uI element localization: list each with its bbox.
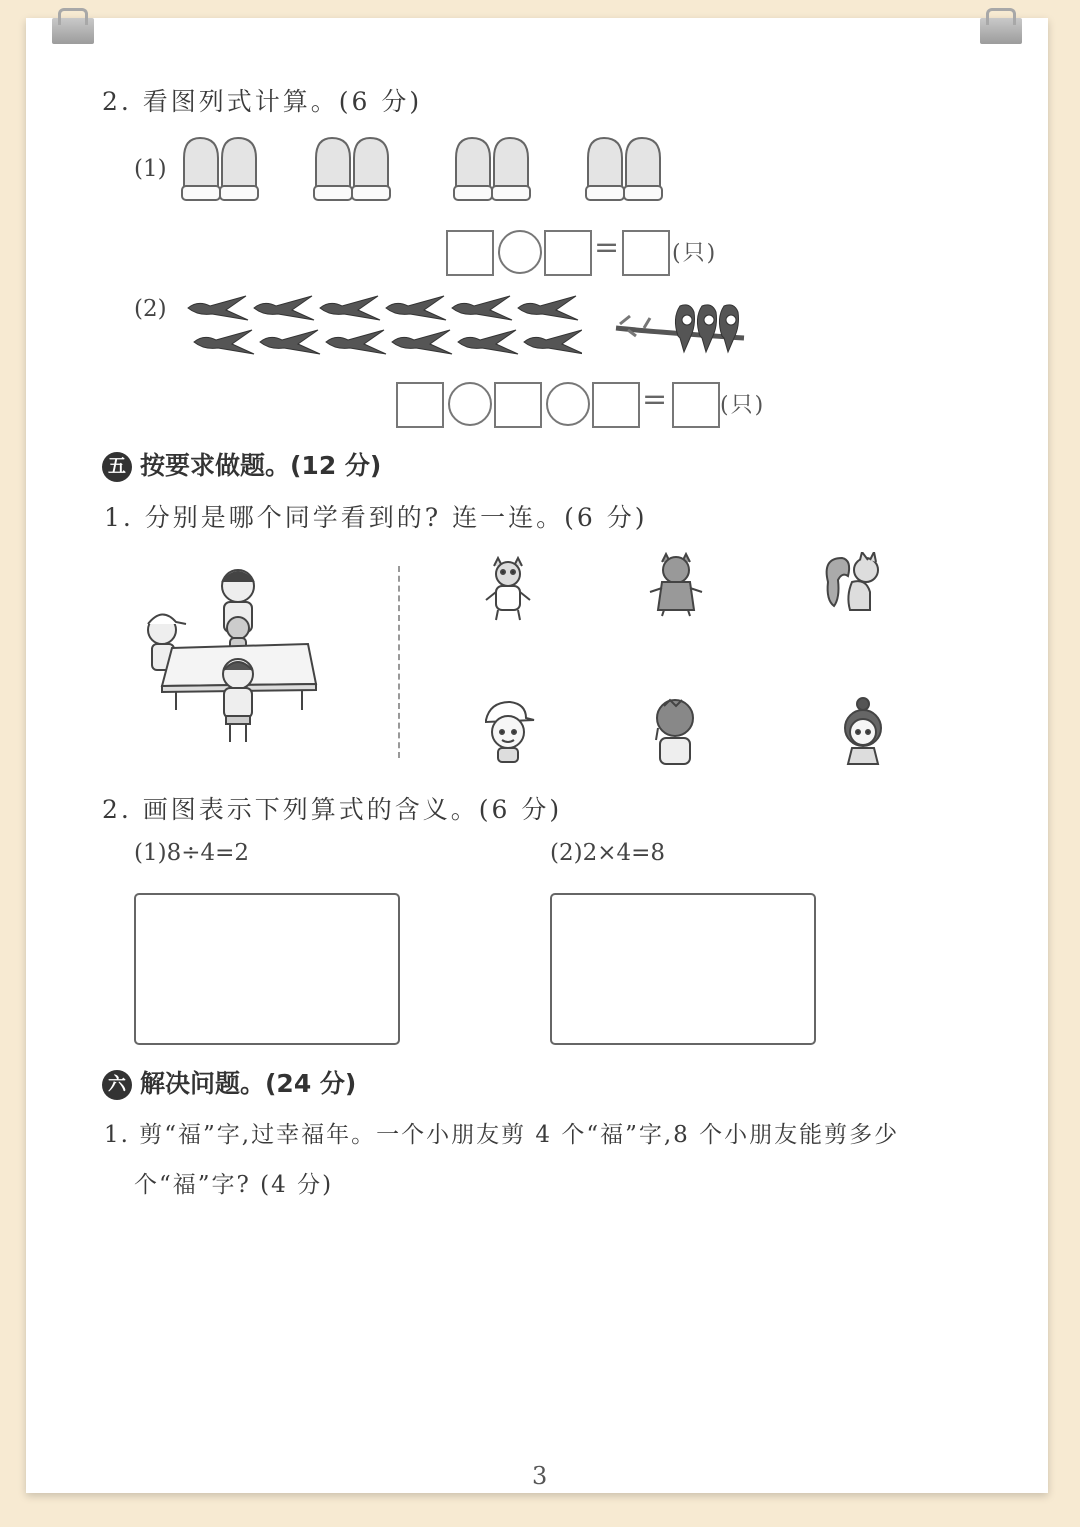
equals-sign-2: = — [642, 382, 668, 417]
swallows-on-branch-illustration — [614, 298, 750, 356]
answer-box-2a[interactable] — [396, 382, 444, 428]
mitten-pair-2 — [314, 138, 390, 200]
swallow — [320, 296, 380, 320]
perched-swallow — [697, 305, 716, 352]
section-5-question-1: 1. 分别是哪个同学看到的? 连一连。(6 分) — [104, 503, 648, 532]
section-6-question-1-line-1: 1. 剪“福”字,过幸福年。一个小朋友剪 4 个“福”字,8 个小朋友能剪多少 — [104, 1122, 900, 1148]
answer-box-2b[interactable] — [494, 382, 542, 428]
expression-1: (1)8÷4=2 — [134, 840, 250, 866]
operator-circle-1[interactable] — [498, 230, 542, 274]
answer-box-1b[interactable] — [544, 230, 592, 276]
squirrel-side-view[interactable] — [822, 552, 888, 618]
part-1-label: (1) — [134, 156, 167, 182]
section-6-badge: 六 — [102, 1070, 132, 1100]
perched-swallow — [719, 305, 738, 352]
drawing-area-1[interactable] — [134, 893, 400, 1045]
section-6-heading — [102, 1064, 356, 1100]
answer-box-2c[interactable] — [592, 382, 640, 428]
swallow — [194, 330, 254, 354]
swallow — [260, 330, 320, 354]
swallow — [524, 330, 582, 354]
swallow — [452, 296, 512, 320]
operator-circle-2b[interactable] — [546, 382, 590, 426]
drawing-area-2[interactable] — [550, 893, 816, 1045]
mitten-pair-1 — [182, 138, 258, 200]
unit-label-1: (只) — [672, 241, 718, 266]
swallow — [392, 330, 452, 354]
swallows-illustration — [186, 294, 582, 358]
girl-portrait[interactable] — [838, 696, 888, 766]
swallow — [188, 296, 248, 320]
answer-box-2-result[interactable] — [672, 382, 720, 428]
boy-back-portrait[interactable] — [650, 696, 700, 766]
swallow — [254, 296, 314, 320]
squirrel-back-view[interactable] — [648, 552, 704, 618]
binder-clip-right — [980, 18, 1022, 44]
binder-clip-left — [52, 18, 94, 44]
section-6-title: 解决问题。(24 分) — [140, 1069, 357, 1098]
perched-swallow — [675, 305, 694, 352]
dashed-divider — [398, 566, 400, 758]
page-number: 3 — [532, 1462, 548, 1490]
classroom-scene-illustration — [140, 566, 322, 746]
section-5-heading — [102, 446, 381, 482]
swallow — [518, 296, 578, 320]
section-5-badge: 五 — [102, 452, 132, 482]
operator-circle-2a[interactable] — [448, 382, 492, 426]
swallow — [326, 330, 386, 354]
squirrel-front-view[interactable] — [484, 556, 532, 622]
swallow — [458, 330, 518, 354]
section-5-question-2: 2. 画图表示下列算式的含义。(6 分) — [102, 795, 563, 824]
unit-label-2: (只) — [720, 393, 766, 418]
section-6-question-1-line-2: 个“福”字? (4 分) — [134, 1172, 334, 1198]
section-5-title: 按要求做题。(12 分) — [140, 451, 382, 480]
part-2-label: (2) — [134, 296, 167, 322]
mittens-illustration — [178, 134, 678, 206]
swallow — [386, 296, 446, 320]
answer-box-1a[interactable] — [446, 230, 494, 276]
mitten-pair-3 — [454, 138, 530, 200]
mitten-pair-4 — [586, 138, 662, 200]
boy-with-cap-portrait[interactable] — [480, 700, 536, 764]
expression-2: (2)2×4=8 — [550, 840, 666, 866]
question-2-title: 2. 看图列式计算。(6 分) — [102, 87, 423, 116]
equals-sign-1: = — [594, 230, 620, 265]
answer-box-1-result[interactable] — [622, 230, 670, 276]
